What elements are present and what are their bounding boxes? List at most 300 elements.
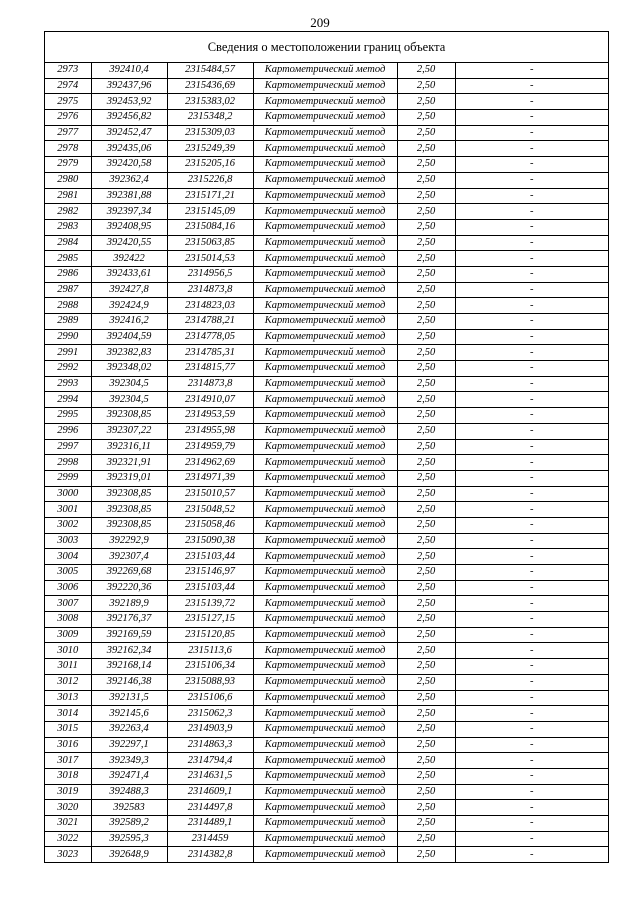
table-row (45, 219, 608, 235)
point-number-cell: 2998 (45, 455, 91, 471)
x-coordinate-cell: 392316,11 (91, 439, 167, 455)
table-row (45, 157, 608, 173)
x-coordinate-cell: 392146,38 (91, 674, 167, 690)
point-number-cell: 2979 (45, 157, 91, 173)
method-cell: Картометрический метод (253, 816, 397, 832)
method-cell: Картометрический метод (253, 439, 397, 455)
x-coordinate-cell: 392420,55 (91, 235, 167, 251)
x-coordinate-cell: 392456,82 (91, 110, 167, 126)
remark-cell: - (455, 157, 608, 173)
x-coordinate-cell: 392308,85 (91, 517, 167, 533)
remark-cell: - (455, 784, 608, 800)
x-coordinate-cell: 392292,9 (91, 533, 167, 549)
y-coordinate-cell: 2314823,03 (167, 298, 253, 314)
y-coordinate-cell: 2314631,5 (167, 768, 253, 784)
x-coordinate-cell: 392437,96 (91, 78, 167, 94)
method-cell: Картометрический метод (253, 737, 397, 753)
method-cell: Картометрический метод (253, 157, 397, 173)
method-cell: Картометрический метод (253, 345, 397, 361)
accuracy-cell: 2,50 (397, 63, 455, 78)
x-coordinate-cell: 392471,4 (91, 768, 167, 784)
remark-cell: - (455, 439, 608, 455)
x-coordinate-cell: 392348,02 (91, 361, 167, 377)
method-cell: Картометрический метод (253, 423, 397, 439)
point-number-cell: 2997 (45, 439, 91, 455)
x-coordinate-cell: 392349,3 (91, 753, 167, 769)
remark-cell: - (455, 768, 608, 784)
point-number-cell: 2987 (45, 282, 91, 298)
point-number-cell: 2993 (45, 376, 91, 392)
x-coordinate-cell: 392263,4 (91, 721, 167, 737)
section-title: Сведения о местоположении границ объекта (45, 32, 608, 63)
point-number-cell: 2975 (45, 94, 91, 110)
accuracy-cell: 2,50 (397, 125, 455, 141)
remark-cell: - (455, 470, 608, 486)
method-cell: Картометрический метод (253, 455, 397, 471)
table-row (45, 627, 608, 643)
table-row (45, 266, 608, 282)
y-coordinate-cell: 2314459 (167, 831, 253, 847)
accuracy-cell: 2,50 (397, 392, 455, 408)
y-coordinate-cell: 2314497,8 (167, 800, 253, 816)
table-row (45, 816, 608, 832)
x-coordinate-cell: 392145,6 (91, 706, 167, 722)
accuracy-cell: 2,50 (397, 706, 455, 722)
table-row (45, 204, 608, 220)
point-number-cell: 3000 (45, 486, 91, 502)
y-coordinate-cell: 2314788,21 (167, 314, 253, 330)
method-cell: Картометрический метод (253, 768, 397, 784)
x-coordinate-cell: 392410,4 (91, 63, 167, 78)
remark-cell: - (455, 298, 608, 314)
accuracy-cell: 2,50 (397, 800, 455, 816)
point-number-cell: 2988 (45, 298, 91, 314)
point-number-cell: 2984 (45, 235, 91, 251)
point-number-cell: 2977 (45, 125, 91, 141)
y-coordinate-cell: 2315309,03 (167, 125, 253, 141)
method-cell: Картометрический метод (253, 580, 397, 596)
remark-cell: - (455, 816, 608, 832)
x-coordinate-cell: 392319,01 (91, 470, 167, 486)
table-row (45, 486, 608, 502)
y-coordinate-cell: 2315205,16 (167, 157, 253, 173)
y-coordinate-cell: 2315120,85 (167, 627, 253, 643)
point-number-cell: 3012 (45, 674, 91, 690)
table-row (45, 565, 608, 581)
remark-cell: - (455, 674, 608, 690)
y-coordinate-cell: 2315103,44 (167, 549, 253, 565)
point-number-cell: 3011 (45, 659, 91, 675)
remark-cell: - (455, 110, 608, 126)
table-row (45, 580, 608, 596)
y-coordinate-cell: 2315249,39 (167, 141, 253, 157)
table-row (45, 455, 608, 471)
accuracy-cell: 2,50 (397, 455, 455, 471)
table-row (45, 376, 608, 392)
point-number-cell: 3006 (45, 580, 91, 596)
remark-cell: - (455, 486, 608, 502)
table-row (45, 63, 608, 78)
accuracy-cell: 2,50 (397, 376, 455, 392)
y-coordinate-cell: 2314785,31 (167, 345, 253, 361)
accuracy-cell: 2,50 (397, 172, 455, 188)
x-coordinate-cell: 392452,47 (91, 125, 167, 141)
accuracy-cell: 2,50 (397, 517, 455, 533)
table-row (45, 361, 608, 377)
table-row (45, 110, 608, 126)
point-number-cell: 2989 (45, 314, 91, 330)
remark-cell: - (455, 596, 608, 612)
x-coordinate-cell: 392308,85 (91, 502, 167, 518)
y-coordinate-cell: 2315062,3 (167, 706, 253, 722)
x-coordinate-cell: 392420,58 (91, 157, 167, 173)
method-cell: Картометрический метод (253, 329, 397, 345)
point-number-cell: 2973 (45, 63, 91, 78)
y-coordinate-cell: 2315063,85 (167, 235, 253, 251)
remark-cell: - (455, 141, 608, 157)
remark-cell: - (455, 580, 608, 596)
x-coordinate-cell: 392169,59 (91, 627, 167, 643)
point-number-cell: 2982 (45, 204, 91, 220)
accuracy-cell: 2,50 (397, 78, 455, 94)
y-coordinate-cell: 2315348,2 (167, 110, 253, 126)
y-coordinate-cell: 2315146,97 (167, 565, 253, 581)
table-row (45, 768, 608, 784)
accuracy-cell: 2,50 (397, 816, 455, 832)
accuracy-cell: 2,50 (397, 235, 455, 251)
table-row (45, 314, 608, 330)
accuracy-cell: 2,50 (397, 141, 455, 157)
method-cell: Картометрический метод (253, 533, 397, 549)
y-coordinate-cell: 2314778,05 (167, 329, 253, 345)
point-number-cell: 3010 (45, 643, 91, 659)
y-coordinate-cell: 2315010,57 (167, 486, 253, 502)
y-coordinate-cell: 2315436,69 (167, 78, 253, 94)
method-cell: Картометрический метод (253, 627, 397, 643)
x-coordinate-cell: 392433,61 (91, 266, 167, 282)
method-cell: Картометрический метод (253, 470, 397, 486)
remark-cell: - (455, 737, 608, 753)
remark-cell: - (455, 235, 608, 251)
point-number-cell: 3020 (45, 800, 91, 816)
remark-cell: - (455, 251, 608, 267)
remark-cell: - (455, 392, 608, 408)
accuracy-cell: 2,50 (397, 737, 455, 753)
remark-cell: - (455, 659, 608, 675)
x-coordinate-cell: 392397,34 (91, 204, 167, 220)
point-number-cell: 2991 (45, 345, 91, 361)
x-coordinate-cell: 392307,4 (91, 549, 167, 565)
method-cell: Картометрический метод (253, 784, 397, 800)
remark-cell: - (455, 314, 608, 330)
method-cell: Картометрический метод (253, 674, 397, 690)
accuracy-cell: 2,50 (397, 423, 455, 439)
x-coordinate-cell: 392583 (91, 800, 167, 816)
y-coordinate-cell: 2315139,72 (167, 596, 253, 612)
x-coordinate-cell: 392453,92 (91, 94, 167, 110)
method-cell: Картометрический метод (253, 204, 397, 220)
accuracy-cell: 2,50 (397, 549, 455, 565)
accuracy-cell: 2,50 (397, 329, 455, 345)
x-coordinate-cell: 392269,68 (91, 565, 167, 581)
remark-cell: - (455, 753, 608, 769)
table-row (45, 643, 608, 659)
accuracy-cell: 2,50 (397, 784, 455, 800)
point-number-cell: 3015 (45, 721, 91, 737)
table-row (45, 549, 608, 565)
accuracy-cell: 2,50 (397, 565, 455, 581)
point-number-cell: 3022 (45, 831, 91, 847)
accuracy-cell: 2,50 (397, 94, 455, 110)
remark-cell: - (455, 125, 608, 141)
x-coordinate-cell: 392408,95 (91, 219, 167, 235)
method-cell: Картометрический метод (253, 63, 397, 78)
method-cell: Картометрический метод (253, 314, 397, 330)
remark-cell: - (455, 533, 608, 549)
method-cell: Картометрический метод (253, 690, 397, 706)
remark-cell: - (455, 690, 608, 706)
remark-cell: - (455, 565, 608, 581)
remark-cell: - (455, 78, 608, 94)
table-row (45, 172, 608, 188)
accuracy-cell: 2,50 (397, 596, 455, 612)
method-cell: Картометрический метод (253, 753, 397, 769)
x-coordinate-cell: 392308,85 (91, 486, 167, 502)
table-row (45, 439, 608, 455)
accuracy-cell: 2,50 (397, 674, 455, 690)
y-coordinate-cell: 2314873,8 (167, 376, 253, 392)
remark-cell: - (455, 361, 608, 377)
y-coordinate-cell: 2315106,34 (167, 659, 253, 675)
point-number-cell: 3014 (45, 706, 91, 722)
remark-cell: - (455, 517, 608, 533)
accuracy-cell: 2,50 (397, 612, 455, 628)
remark-cell: - (455, 329, 608, 345)
boundary-table-frame (44, 31, 609, 863)
y-coordinate-cell: 2314956,5 (167, 266, 253, 282)
x-coordinate-cell: 392162,34 (91, 643, 167, 659)
method-cell: Картометрический метод (253, 565, 397, 581)
accuracy-cell: 2,50 (397, 580, 455, 596)
accuracy-cell: 2,50 (397, 533, 455, 549)
remark-cell: - (455, 94, 608, 110)
method-cell: Картометрический метод (253, 376, 397, 392)
accuracy-cell: 2,50 (397, 768, 455, 784)
x-coordinate-cell: 392595,3 (91, 831, 167, 847)
table-row (45, 502, 608, 518)
remark-cell: - (455, 219, 608, 235)
point-number-cell: 3021 (45, 816, 91, 832)
y-coordinate-cell: 2315088,93 (167, 674, 253, 690)
point-number-cell: 2996 (45, 423, 91, 439)
x-coordinate-cell: 392381,88 (91, 188, 167, 204)
table-row (45, 94, 608, 110)
y-coordinate-cell: 2315171,21 (167, 188, 253, 204)
table-row (45, 612, 608, 628)
table-row (45, 408, 608, 424)
point-number-cell: 2978 (45, 141, 91, 157)
table-row (45, 706, 608, 722)
method-cell: Картометрический метод (253, 831, 397, 847)
table-row (45, 690, 608, 706)
point-number-cell: 3008 (45, 612, 91, 628)
x-coordinate-cell: 392220,36 (91, 580, 167, 596)
coordinates-table-body (45, 63, 608, 862)
y-coordinate-cell: 2315127,15 (167, 612, 253, 628)
point-number-cell: 3005 (45, 565, 91, 581)
x-coordinate-cell: 392308,85 (91, 408, 167, 424)
y-coordinate-cell: 2315014,53 (167, 251, 253, 267)
y-coordinate-cell: 2315113,6 (167, 643, 253, 659)
accuracy-cell: 2,50 (397, 721, 455, 737)
x-coordinate-cell: 392189,9 (91, 596, 167, 612)
accuracy-cell: 2,50 (397, 251, 455, 267)
remark-cell: - (455, 502, 608, 518)
table-row (45, 753, 608, 769)
table-row (45, 423, 608, 439)
x-coordinate-cell: 392307,22 (91, 423, 167, 439)
x-coordinate-cell: 392362,4 (91, 172, 167, 188)
x-coordinate-cell: 392404,59 (91, 329, 167, 345)
accuracy-cell: 2,50 (397, 690, 455, 706)
x-coordinate-cell: 392424,9 (91, 298, 167, 314)
method-cell: Картометрический метод (253, 408, 397, 424)
table-row (45, 188, 608, 204)
point-number-cell: 3009 (45, 627, 91, 643)
remark-cell: - (455, 800, 608, 816)
remark-cell: - (455, 706, 608, 722)
remark-cell: - (455, 282, 608, 298)
remark-cell: - (455, 345, 608, 361)
table-row (45, 847, 608, 862)
accuracy-cell: 2,50 (397, 659, 455, 675)
method-cell: Картометрический метод (253, 612, 397, 628)
remark-cell: - (455, 63, 608, 78)
y-coordinate-cell: 2315226,8 (167, 172, 253, 188)
y-coordinate-cell: 2315048,52 (167, 502, 253, 518)
point-number-cell: 3002 (45, 517, 91, 533)
x-coordinate-cell: 392382,83 (91, 345, 167, 361)
method-cell: Картометрический метод (253, 172, 397, 188)
accuracy-cell: 2,50 (397, 361, 455, 377)
table-row (45, 533, 608, 549)
point-number-cell: 3023 (45, 847, 91, 862)
table-row (45, 800, 608, 816)
y-coordinate-cell: 2314910,07 (167, 392, 253, 408)
y-coordinate-cell: 2315145,09 (167, 204, 253, 220)
x-coordinate-cell: 392648,9 (91, 847, 167, 862)
x-coordinate-cell: 392131,5 (91, 690, 167, 706)
remark-cell: - (455, 831, 608, 847)
method-cell: Картометрический метод (253, 800, 397, 816)
table-row (45, 659, 608, 675)
method-cell: Картометрический метод (253, 392, 397, 408)
accuracy-cell: 2,50 (397, 110, 455, 126)
method-cell: Картометрический метод (253, 643, 397, 659)
point-number-cell: 3004 (45, 549, 91, 565)
table-row (45, 125, 608, 141)
accuracy-cell: 2,50 (397, 643, 455, 659)
table-row (45, 329, 608, 345)
table-row (45, 282, 608, 298)
method-cell: Картометрический метод (253, 235, 397, 251)
y-coordinate-cell: 2315383,02 (167, 94, 253, 110)
y-coordinate-cell: 2314489,1 (167, 816, 253, 832)
method-cell: Картометрический метод (253, 659, 397, 675)
y-coordinate-cell: 2315484,57 (167, 63, 253, 78)
y-coordinate-cell: 2314609,1 (167, 784, 253, 800)
y-coordinate-cell: 2315103,44 (167, 580, 253, 596)
x-coordinate-cell: 392488,3 (91, 784, 167, 800)
point-number-cell: 2994 (45, 392, 91, 408)
accuracy-cell: 2,50 (397, 314, 455, 330)
accuracy-cell: 2,50 (397, 847, 455, 862)
x-coordinate-cell: 392589,2 (91, 816, 167, 832)
point-number-cell: 2990 (45, 329, 91, 345)
y-coordinate-cell: 2314971,39 (167, 470, 253, 486)
table-row (45, 78, 608, 94)
remark-cell: - (455, 612, 608, 628)
y-coordinate-cell: 2314962,69 (167, 455, 253, 471)
remark-cell: - (455, 549, 608, 565)
point-number-cell: 2976 (45, 110, 91, 126)
accuracy-cell: 2,50 (397, 502, 455, 518)
y-coordinate-cell: 2314873,8 (167, 282, 253, 298)
point-number-cell: 2995 (45, 408, 91, 424)
y-coordinate-cell: 2314959,79 (167, 439, 253, 455)
method-cell: Картометрический метод (253, 298, 397, 314)
accuracy-cell: 2,50 (397, 188, 455, 204)
table-row (45, 251, 608, 267)
table-row (45, 674, 608, 690)
table-row (45, 141, 608, 157)
x-coordinate-cell: 392416,2 (91, 314, 167, 330)
method-cell: Картометрический метод (253, 706, 397, 722)
method-cell: Картометрический метод (253, 78, 397, 94)
y-coordinate-cell: 2314953,59 (167, 408, 253, 424)
table-row (45, 831, 608, 847)
accuracy-cell: 2,50 (397, 753, 455, 769)
method-cell: Картометрический метод (253, 517, 397, 533)
y-coordinate-cell: 2314903,9 (167, 721, 253, 737)
method-cell: Картометрический метод (253, 266, 397, 282)
y-coordinate-cell: 2314863,3 (167, 737, 253, 753)
point-number-cell: 2980 (45, 172, 91, 188)
y-coordinate-cell: 2315084,16 (167, 219, 253, 235)
y-coordinate-cell: 2314955,98 (167, 423, 253, 439)
method-cell: Картометрический метод (253, 502, 397, 518)
x-coordinate-cell: 392321,91 (91, 455, 167, 471)
accuracy-cell: 2,50 (397, 486, 455, 502)
accuracy-cell: 2,50 (397, 282, 455, 298)
page-number: 209 (310, 15, 330, 30)
point-number-cell: 3016 (45, 737, 91, 753)
y-coordinate-cell: 2314382,8 (167, 847, 253, 862)
y-coordinate-cell: 2315058,46 (167, 517, 253, 533)
x-coordinate-cell: 392297,1 (91, 737, 167, 753)
x-coordinate-cell: 392304,5 (91, 376, 167, 392)
remark-cell: - (455, 188, 608, 204)
accuracy-cell: 2,50 (397, 157, 455, 173)
x-coordinate-cell: 392435,06 (91, 141, 167, 157)
remark-cell: - (455, 376, 608, 392)
point-number-cell: 2981 (45, 188, 91, 204)
method-cell: Картометрический метод (253, 141, 397, 157)
y-coordinate-cell: 2315106,6 (167, 690, 253, 706)
y-coordinate-cell: 2314815,77 (167, 361, 253, 377)
accuracy-cell: 2,50 (397, 470, 455, 486)
point-number-cell: 3019 (45, 784, 91, 800)
